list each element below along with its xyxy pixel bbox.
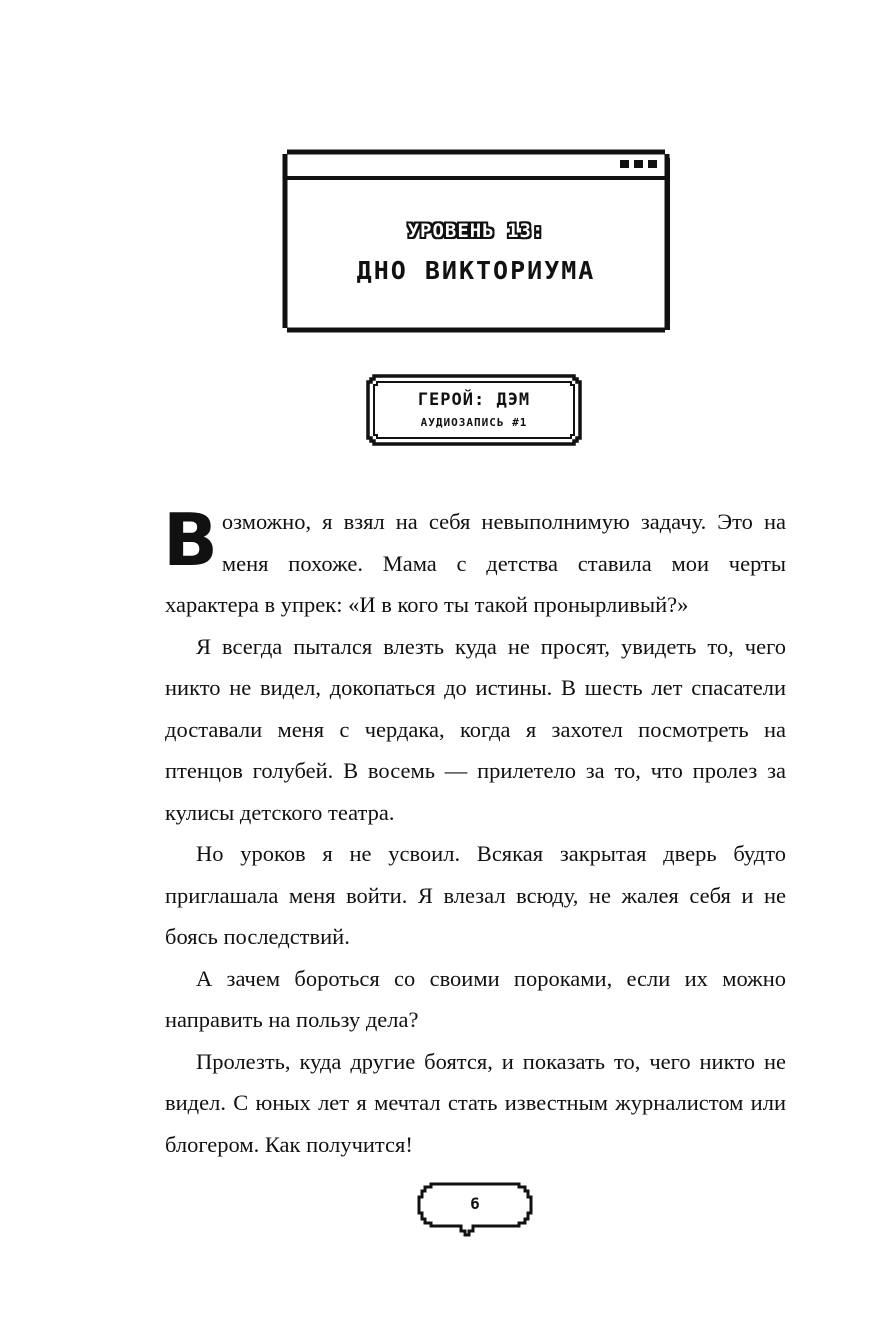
level-window [281,148,671,334]
story-paragraph: Пролезть, куда другие боятся, и показать то, чего никто не видел. С юных лет я мечтал стать известным журналистом или блогером. Как получится! [165,1048,786,1157]
first-paragraph-text: озможно, я взял на себя невыполнимую задачу. Это на меня похоже. Мама с детства ставила мои черты характера в упрек: «И в кого ты такой пронырливый?» [165,509,786,617]
window-control-dots [620,160,657,168]
drop-cap: В [163,498,218,582]
story-paragraph: Но уроков я не усвоил. Всякая закрытая дверь будто приглашала меня войти. Я влезал всюду, не жалея себя и не боясь последствий. [165,841,786,949]
hero-badge [366,374,582,446]
audio-record-label: АУДИОЗАПИСЬ #1 [420,416,528,429]
window-dot-icon [620,160,629,168]
hero-badge-frame [366,374,582,446]
window-dot-icon [634,160,643,168]
story-paragraph: А зачем бороться со своими пороками, если их можно направить на пользу дела? [165,965,786,1032]
level-subtitle: УРОВЕНЬ 13: [407,220,545,242]
story-text [163,498,786,1165]
story-paragraph: Я всегда пытался влезть куда не просят, увидеть то, чего никто не видел, докопаться до истины. В шесть лет спасатели доставали меня с чердака, когда я захотел посмотреть на птенцов голубей. В восемь — прилетело за то, что пролез за кулисы детского театра. [165,633,786,825]
story-paragraph [163,498,786,626]
page-number: 6 [470,1194,480,1213]
hero-name: ГЕРОЙ: ДЭМ [417,390,531,410]
window-dot-icon [648,160,657,168]
level-title: ДНО ВИКТОРИУМА [356,256,596,285]
page-number-bubble [417,1181,533,1239]
